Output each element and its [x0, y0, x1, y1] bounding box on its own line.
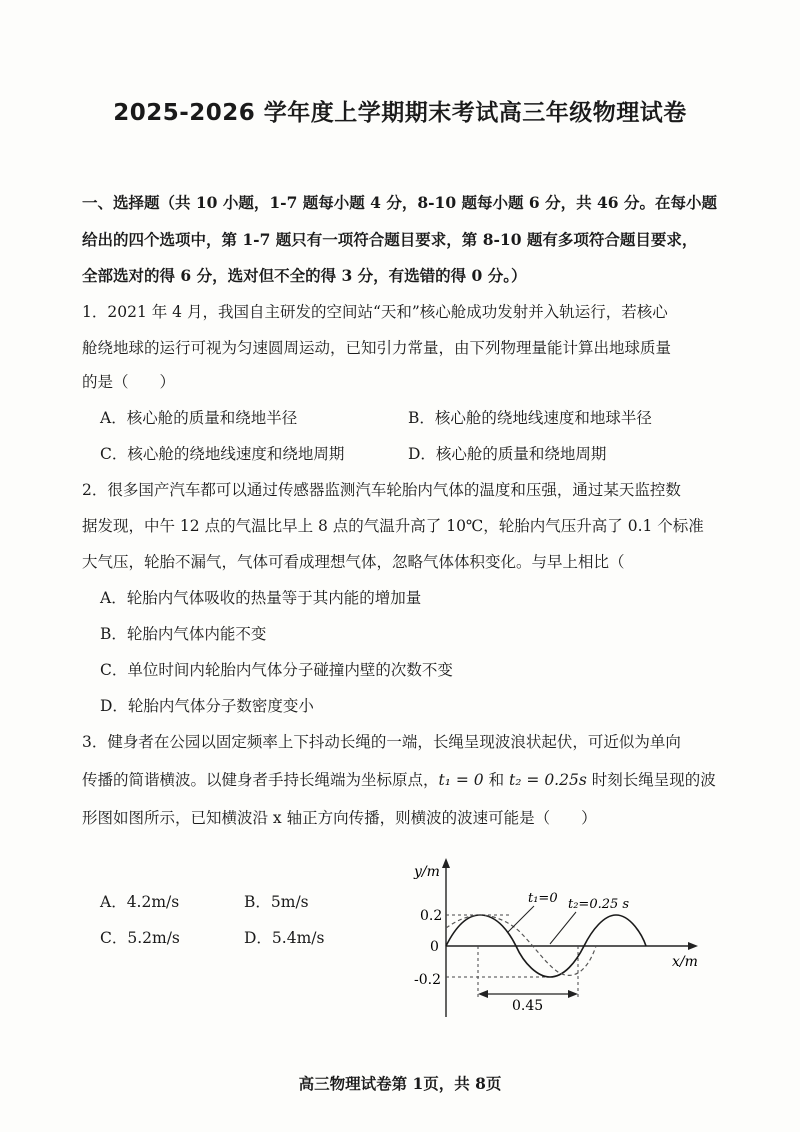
- y-axis-arrow: [442, 858, 450, 868]
- y-axis-label: y/m: [414, 864, 440, 880]
- q1-stem-line1: 1．2021 年 4 月，我国自主研发的空间站“天和”核心舱成功发射并入轨运行，若核心: [82, 303, 668, 321]
- dimension-label: 0.45: [512, 998, 544, 1014]
- section-instructions-line2: 给出的四个选项中，第 1-7 题只有一项符合题目要求，第 8-10 题有多项符合题目要求，: [82, 230, 698, 249]
- q1-option-b: B．核心舱的绕地线速度和地球半径: [408, 409, 652, 427]
- q3-stem-line2-end: 时刻长绳呈现的波: [586, 771, 716, 789]
- curve-label-t2: t₂=0.25 s: [568, 897, 630, 912]
- q3-stem-line2: [82, 768, 716, 790]
- q3-and: 和: [483, 771, 510, 789]
- q3-t2-equation: t₂ = 0.25s: [509, 771, 587, 789]
- exam-title: 2025-2026 学年度上学期期末考试高三年级物理试卷: [113, 100, 687, 126]
- dimension-arrowhead-right: [568, 990, 578, 998]
- tick-label-zero: 0: [430, 939, 439, 955]
- page-footer: 高三物理试卷第 1页，共 8页: [298, 1074, 502, 1093]
- q3-option-b: B．5m/s: [244, 893, 309, 911]
- q1-option-c: C．核心舱的绕地线速度和绕地周期: [100, 445, 345, 463]
- q2-stem-line1: 2．很多国产汽车都可以通过传感器监测汽车轮胎内气体的温度和压强，通过某天监控数: [82, 481, 681, 499]
- q3-option-c: C．5.2m/s: [100, 929, 180, 947]
- wave-figure: [400, 852, 720, 1032]
- section-instructions-line3: 全部选对的得 6 分，选对但不全的得 3 分，有选错的得 0 分。）: [82, 266, 527, 285]
- tick-label-neg: -0.2: [414, 972, 441, 988]
- curve-label-t1-pointer: [508, 906, 534, 932]
- wave-curve-t2: [446, 915, 596, 975]
- section-instructions-line1: 一、选择题（共 10 小题，1-7 题每小题 4 分，8-10 题每小题 6 分，共 46 分。在每小题: [82, 193, 717, 212]
- q3-stem-line3: 形图如图所示，已知横波沿 x 轴正方向传播，则横波的波速可能是（ ）: [82, 809, 597, 827]
- curve-label-t2-pointer: [550, 912, 576, 944]
- q2-option-d: D．轮胎内气体分子数密度变小: [100, 697, 314, 715]
- q3-option-d: D．5.4m/s: [244, 929, 325, 947]
- x-axis-arrow: [688, 942, 698, 950]
- q3-stem-line2-start: 传播的简谐横波。以健身者手持长绳端为坐标原点，: [82, 771, 439, 789]
- q3-t1-equation: t₁ = 0: [438, 771, 484, 789]
- q2-option-c: C．单位时间内轮胎内气体分子碰撞内壁的次数不变: [100, 661, 453, 679]
- q1-stem-line2: 舱绕地球的运行可视为匀速圆周运动，已知引力常量，由下列物理量能计算出地球质量: [82, 339, 672, 357]
- dimension-arrowhead-left: [478, 990, 488, 998]
- x-axis-label: x/m: [672, 954, 698, 970]
- q2-option-a: A．轮胎内气体吸收的热量等于其内能的增加量: [100, 589, 422, 607]
- q2-stem-line3: 大气压，轮胎不漏气，气体可看成理想气体，忽略气体体积变化。与早上相比（: [82, 553, 625, 571]
- tick-label-pos: 0.2: [420, 908, 443, 924]
- q3-stem-line1: 3．健身者在公园以固定频率上下抖动长绳的一端，长绳呈现波浪状起伏，可近似为单向: [82, 733, 681, 751]
- curve-label-t1: t₁=0: [528, 891, 558, 906]
- q1-stem-line3: 的是（ ）: [82, 373, 176, 391]
- q2-stem-line2: 据发现，中午 12 点的气温比早上 8 点的气温升高了 10℃，轮胎内气压升高了 0.1 个标准: [82, 517, 704, 535]
- q2-option-b: B．轮胎内气体内能不变: [100, 625, 267, 643]
- q1-option-a: A．核心舱的质量和绕地半径: [100, 409, 298, 427]
- q3-option-a: A．4.2m/s: [100, 893, 180, 911]
- q1-option-d: D．核心舱的质量和绕地周期: [408, 445, 607, 463]
